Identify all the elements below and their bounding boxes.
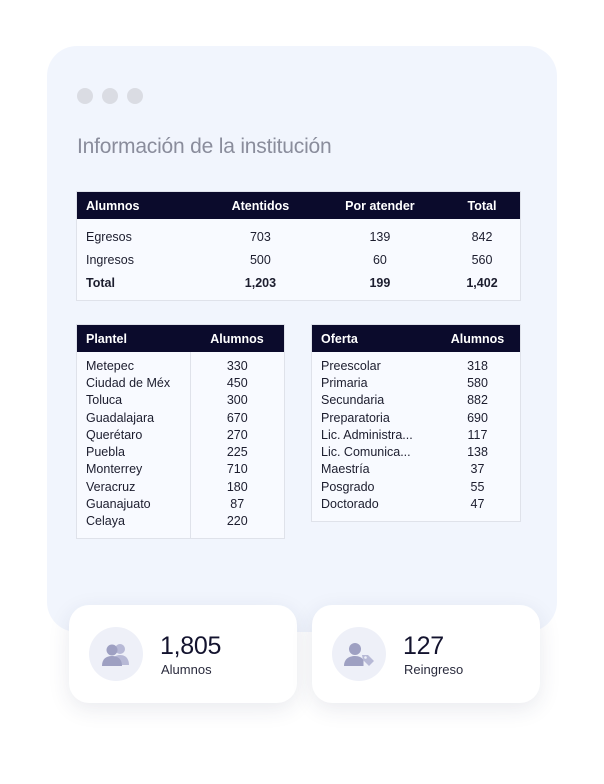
column-header: Plantel	[77, 325, 191, 353]
oferta-name: Primaria	[321, 375, 368, 390]
cell-value: 220	[226, 514, 248, 529]
oferta-name: Lic. Comunica...	[321, 445, 411, 460]
stat-value: 127	[403, 632, 444, 660]
column-header: Atentidos	[205, 192, 316, 220]
cell-value: 318	[467, 358, 488, 373]
cell-value: 1,203	[244, 275, 277, 290]
plantel-name: Ciudad de Méx	[77, 374, 191, 391]
table-row	[312, 374, 521, 391]
table-row	[312, 352, 521, 374]
table-row	[77, 392, 285, 409]
stat-card-reingreso	[312, 605, 540, 703]
cell-value: 560	[471, 252, 493, 267]
column-header: Por atender	[316, 192, 444, 220]
table-row	[77, 461, 285, 478]
oferta-name: Preescolar	[321, 358, 381, 373]
table-row	[312, 478, 521, 495]
cell-value: 270	[226, 427, 248, 442]
oferta-name: Secundaria	[321, 393, 385, 408]
row-label: Total	[86, 275, 115, 290]
cell-value: 87	[230, 497, 245, 512]
window-dot[interactable]	[77, 88, 93, 104]
cell-value: 703	[249, 229, 271, 244]
window-dots	[77, 88, 143, 104]
plantel-name: Querétaro	[77, 426, 191, 443]
cell-value: 117	[467, 427, 488, 442]
cell-value: 37	[470, 462, 485, 477]
table-row	[312, 409, 521, 426]
oferta-table	[311, 324, 521, 522]
cell-value: 199	[369, 275, 391, 290]
plantel-name: Toluca	[77, 392, 191, 409]
cell-value: 690	[467, 410, 488, 425]
cell-value: 60	[372, 252, 387, 267]
table-row	[77, 426, 285, 443]
table-row	[77, 443, 285, 460]
plantel-name: Guanajuato	[77, 495, 191, 512]
cell-value: 47	[470, 497, 485, 512]
cell-value: 138	[467, 445, 488, 460]
table-row	[77, 352, 285, 374]
page-title: Información de la institución	[77, 135, 332, 158]
user-tag-icon	[332, 627, 386, 681]
plantel-table	[76, 324, 285, 539]
cell-value: 55	[470, 479, 485, 494]
oferta-name: Doctorado	[321, 497, 379, 512]
table-row	[312, 495, 521, 521]
window-dot[interactable]	[102, 88, 118, 104]
column-header: Alumnos	[435, 325, 521, 353]
table-row	[312, 461, 521, 478]
stat-card-alumnos	[69, 605, 297, 703]
cell-value: 139	[369, 229, 391, 244]
oferta-name: Posgrado	[321, 479, 375, 494]
column-header: Oferta	[312, 325, 436, 353]
table-row	[77, 495, 285, 512]
cell-value: 882	[467, 393, 488, 408]
table-row	[312, 443, 521, 460]
plantel-name: Monterrey	[77, 461, 191, 478]
stat-value: 1,805	[160, 632, 222, 660]
plantel-name: Metepec	[77, 352, 191, 374]
oferta-name: Lic. Administra...	[321, 427, 413, 442]
institution-panel	[47, 46, 557, 632]
table-row	[77, 478, 285, 495]
summary-table	[76, 191, 521, 301]
cell-value: 300	[226, 393, 248, 408]
plantel-name: Celaya	[77, 513, 191, 539]
cell-value: 1,402	[466, 275, 498, 290]
cell-value: 330	[226, 358, 248, 373]
oferta-name: Preparatoria	[321, 410, 390, 425]
table-row	[312, 392, 521, 409]
window-dot[interactable]	[127, 88, 143, 104]
table-row	[77, 409, 285, 426]
stat-label: Alumnos	[161, 662, 212, 677]
cell-value: 580	[467, 375, 488, 390]
cell-value: 500	[249, 252, 271, 267]
cell-value: 450	[226, 375, 248, 390]
cell-value: 710	[226, 462, 248, 477]
table-row	[77, 513, 285, 539]
plantel-name: Veracruz	[77, 478, 191, 495]
plantel-name: Guadalajara	[77, 409, 191, 426]
row-label: Ingresos	[86, 252, 134, 267]
column-header: Alumnos	[190, 325, 285, 353]
table-header-row	[77, 325, 285, 353]
column-header: Total	[444, 192, 521, 220]
cell-value: 180	[226, 479, 248, 494]
table-row	[77, 374, 285, 391]
stat-label: Reingreso	[404, 662, 464, 677]
table-row	[77, 248, 521, 271]
plantel-name: Puebla	[77, 443, 191, 460]
cell-value: 225	[226, 445, 248, 460]
oferta-name: Maestría	[321, 462, 370, 477]
users-icon	[89, 627, 143, 681]
cell-value: 842	[471, 229, 493, 244]
column-header: Alumnos	[77, 192, 206, 220]
table-header-row	[77, 192, 521, 220]
total-row	[77, 271, 521, 301]
table-row	[77, 219, 521, 248]
cell-value: 670	[226, 410, 248, 425]
table-row	[312, 426, 521, 443]
table-header-row	[312, 325, 521, 353]
row-label: Egresos	[86, 229, 132, 244]
